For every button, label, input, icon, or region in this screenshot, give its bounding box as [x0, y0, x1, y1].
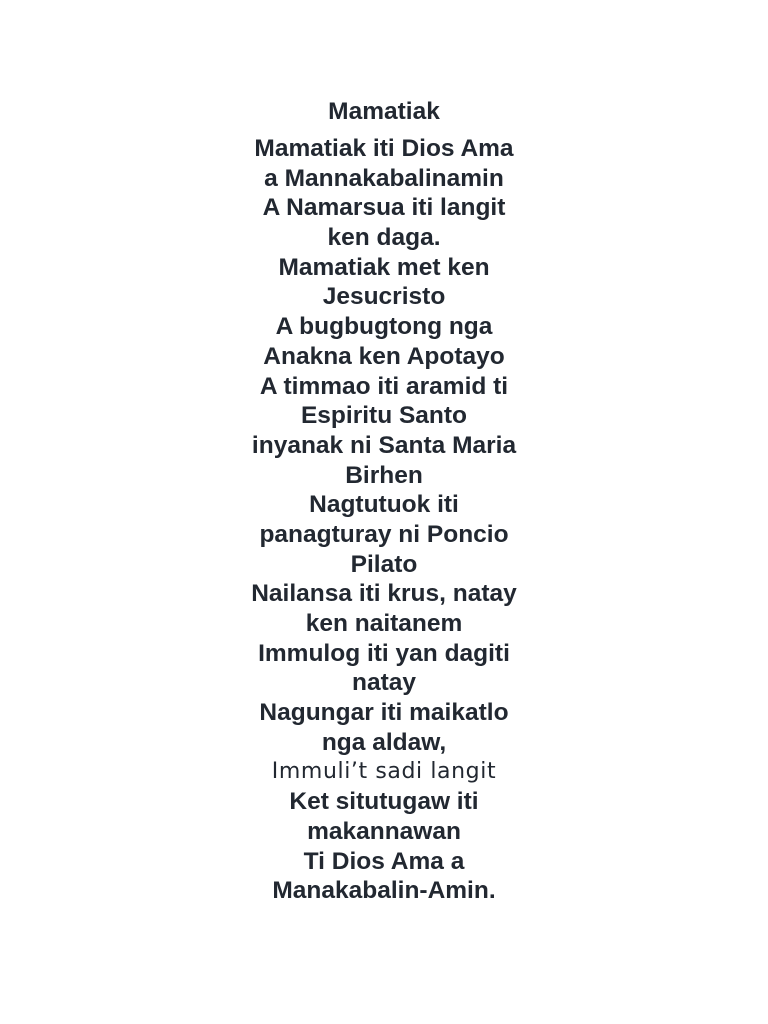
- prayer-line: Jesucristo: [322, 283, 446, 311]
- prayer-text: [0, 96, 768, 906]
- prayer-line: nga aldaw,: [321, 728, 447, 756]
- prayer-line: Pilato: [350, 550, 418, 578]
- prayer-line: panagturay ni Poncio: [259, 520, 509, 548]
- prayer-line: a Mannakabalinamin: [264, 164, 504, 192]
- prayer-line: Manakabalin-Amin.: [272, 877, 496, 905]
- prayer-line: Immulog iti yan dagiti: [258, 639, 510, 667]
- prayer-line: A timmao iti aramid ti: [259, 372, 509, 400]
- prayer-line: makannawan: [307, 817, 461, 845]
- prayer-line: Ket situtugaw iti: [289, 788, 479, 816]
- prayer-line: ken naitanem: [305, 610, 463, 637]
- prayer-line: Ti Dios Ama a: [303, 847, 465, 875]
- prayer-title: Mamatiak: [328, 98, 440, 125]
- prayer-line: ken daga.: [327, 224, 441, 252]
- prayer-line: Immuli’t sadi langit: [271, 759, 497, 785]
- prayer-line: Nailansa iti krus, natay: [251, 580, 517, 608]
- prayer-line: Anakna ken Apotayo: [263, 342, 505, 370]
- prayer-line: A bugbugtong nga: [275, 313, 493, 341]
- prayer-line: Mamatiak met ken: [278, 253, 490, 281]
- prayer-line: Nagtutuok iti: [309, 491, 459, 519]
- prayer-line: Espiritu Santo: [300, 402, 468, 430]
- prayer-line: Nagungar iti maikatlo: [259, 699, 509, 727]
- prayer-line: Mamatiak iti Dios Ama: [254, 135, 514, 162]
- prayer-line: A Namarsua iti langit: [262, 194, 506, 222]
- prayer-line: Birhen: [345, 461, 423, 489]
- prayer-line: inyanak ni Santa Maria: [251, 431, 517, 459]
- prayer-line: natay: [351, 669, 416, 697]
